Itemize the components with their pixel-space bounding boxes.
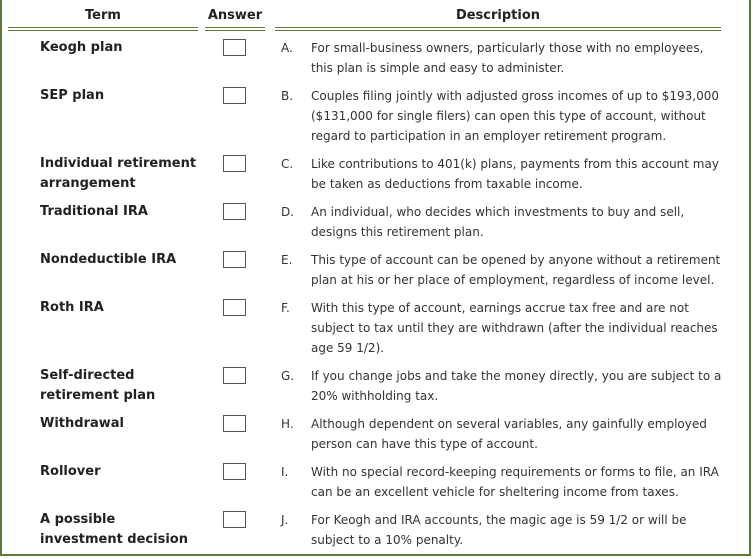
description-text: For small-business owners, particularly those with no employees, this plan is simple and easy to administer. bbox=[311, 41, 704, 75]
description-text: With no special record-keeping requirements or forms to file, an IRA can be an excellent vehicle for sheltering income from taxes. bbox=[311, 465, 719, 499]
term-label: A possible investment decision bbox=[40, 512, 188, 547]
description-text: This type of account can be opened by anyone without a retirement plan at his or her place of employment, regardless of income level. bbox=[311, 253, 721, 287]
description-text: If you change jobs and take the money directly, you are subject to a 20% withholding tax. bbox=[311, 369, 722, 403]
term-label: Roth IRA bbox=[40, 300, 104, 315]
term-label: Keogh plan bbox=[40, 40, 123, 55]
header-rule-description bbox=[275, 27, 721, 31]
description-text: Like contributions to 401(k) plans, payments from this account may be taken as deductions from taxable income. bbox=[311, 157, 719, 191]
description-letter: H. bbox=[281, 417, 294, 431]
term-label: Self-directed retirement plan bbox=[40, 368, 156, 403]
term-label: Individual retirement arrangement bbox=[40, 156, 197, 191]
answer-input[interactable] bbox=[223, 511, 246, 528]
description-letter: C. bbox=[281, 157, 294, 171]
header-rule-term bbox=[8, 27, 198, 31]
term-label: Withdrawal bbox=[40, 416, 124, 431]
answer-input[interactable] bbox=[223, 415, 246, 432]
description-letter: G. bbox=[281, 369, 295, 383]
term-label: Traditional IRA bbox=[40, 204, 148, 219]
description-text: An individual, who decides which investments to buy and sell, designs this retirement plan. bbox=[311, 205, 685, 239]
description-letter: A. bbox=[281, 41, 293, 55]
answer-input[interactable] bbox=[223, 39, 246, 56]
answer-input[interactable] bbox=[223, 87, 246, 104]
term-label: Rollover bbox=[40, 464, 101, 479]
header-description: Description bbox=[455, 8, 541, 23]
description-letter: B. bbox=[281, 89, 294, 103]
answer-input[interactable] bbox=[223, 367, 246, 384]
description-text: Although dependent on several variables, any gainfully employed person can have this type of account. bbox=[311, 417, 707, 451]
header-answer: Answer bbox=[207, 8, 263, 23]
term-label: SEP plan bbox=[40, 88, 105, 103]
header-rule-answer bbox=[205, 27, 265, 31]
answer-input[interactable] bbox=[223, 155, 246, 172]
header-term: Term bbox=[85, 8, 121, 23]
description-letter: D. bbox=[281, 205, 295, 219]
description-letter: J. bbox=[281, 513, 289, 527]
description-text: For Keogh and IRA accounts, the magic age is 59 1/2 or will be subject to a 10% penalty. bbox=[311, 513, 687, 547]
answer-input[interactable] bbox=[223, 299, 246, 316]
description-letter: F. bbox=[281, 301, 290, 315]
answer-input[interactable] bbox=[223, 463, 246, 480]
description-letter: E. bbox=[281, 253, 293, 267]
answer-input[interactable] bbox=[223, 251, 246, 268]
description-letter: I. bbox=[281, 465, 289, 479]
description-text: With this type of account, earnings accrue tax free and are not subject to tax until they are withdrawn (after the individual reaches age 59 1/2). bbox=[311, 301, 718, 355]
term-label: Nondeductible IRA bbox=[40, 252, 177, 267]
description-text: Couples filing jointly with adjusted gross incomes of up to $193,000 ($131,000 for single filers) can open this type of account, without regard to participation in an employer retirement program. bbox=[311, 89, 720, 143]
answer-input[interactable] bbox=[223, 203, 246, 220]
